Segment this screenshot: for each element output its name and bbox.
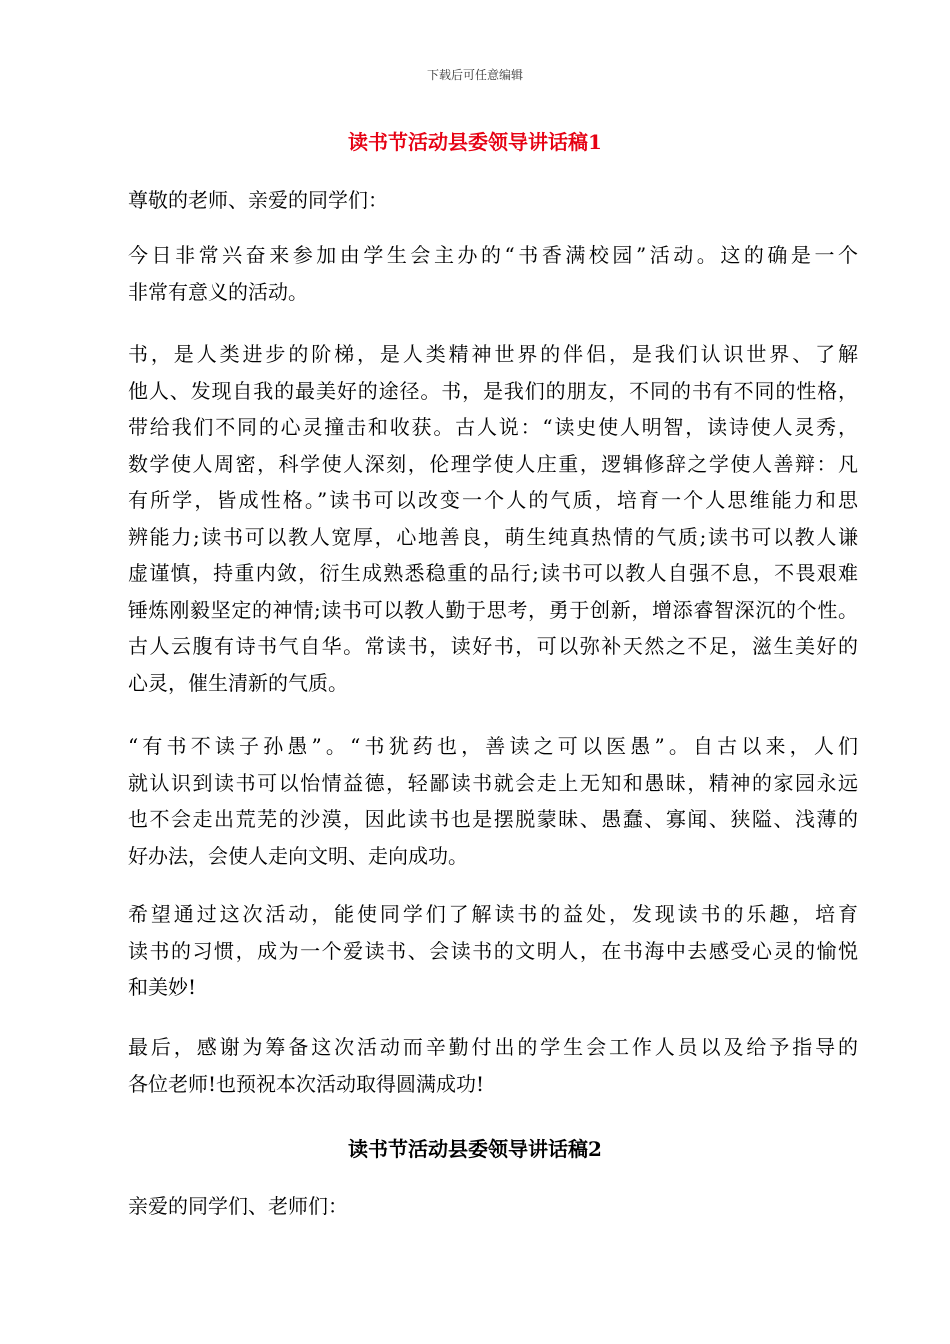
text-line: 他人、发现自我的最美好的途径。书，是我们的朋友，不同的书有不同的性格，	[128, 378, 858, 403]
speech-1-paragraph-4	[88, 896, 858, 1006]
text-line: 希望通过这次活动，能使同学们了解读书的益处，发现读书的乐趣，培育	[128, 902, 858, 926]
text-line: 和美妙!	[128, 975, 197, 999]
speech-1-greeting	[88, 182, 858, 219]
text-line: 读书的习惯，成为一个爱读书、会读书的文明人，在书海中去感受心灵的愉悦	[128, 938, 858, 963]
text-line: 今日非常兴奋来参加由学生会主办的“书香满校园”活动。这的确是一个	[128, 243, 858, 267]
speech-2-title: 读书节活动县委领导讲话稿2	[348, 1137, 602, 1161]
text-line: 非常有意义的活动。	[128, 279, 308, 304]
speech-1-paragraph-1	[88, 237, 858, 310]
text-line: 心灵，催生清新的气质。	[128, 670, 348, 695]
text-line: 辨能力;读书可以教人宽厚，心地善良，萌生纯真热情的气质;读书可以教人谦	[128, 524, 858, 549]
text-line: 就认识到读书可以怡情益德，轻鄙读书就会走上无知和愚昧，精神的家园永远	[128, 770, 858, 795]
text-line: 数学使人周密，科学使人深刻，伦理学使人庄重，逻辑修辞之学使人善辩：凡	[128, 451, 858, 476]
speech-2-greeting	[88, 1188, 858, 1225]
text-line: “有书不读子孙愚”。“书犹药也，善读之可以医愚”。自古以来，人们	[128, 734, 858, 758]
text-line: 书，是人类进步的阶梯，是人类精神世界的伴侣，是我们认识世界、了解	[128, 342, 858, 366]
text-line: 也不会走出荒芜的沙漠，因此读书也是摆脱蒙昧、愚蠢、寡闻、狭隘、浅薄的	[128, 807, 858, 831]
text-line: 各位老师!也预祝本次活动取得圆满成功!	[128, 1071, 485, 1096]
speech-1-paragraph-5	[88, 1029, 858, 1102]
text-line: 最后，感谢为筹备这次活动而辛勤付出的学生会工作人员以及给予指导的	[128, 1035, 858, 1059]
speech-1-title: 读书节活动县委领导讲话稿1	[348, 130, 602, 154]
text-line: 亲爱的同学们、老师们：	[128, 1194, 348, 1218]
text-line: 古人云腹有诗书气自华。常读书，读好书，可以弥补天然之不足，滋生美好的	[128, 634, 858, 658]
text-line: 锤炼刚毅坚定的神情;读书可以教人勤于思考，勇于创新，增添睿智深沉的个性。	[128, 597, 858, 622]
speech-1-paragraph-2	[88, 336, 858, 701]
text-line: 有所学，皆成性格。”读书可以改变一个人的气质，培育一个人思维能力和思	[128, 488, 858, 512]
text-line: 带给我们不同的心灵撞击和收获。古人说：“读史使人明智，读诗使人灵秀，	[128, 415, 858, 439]
speech-1-paragraph-3	[88, 728, 858, 874]
text-line: 虚谨慎，持重内敛，衍生成熟悉稳重的品行;读书可以教人自强不息，不畏艰难	[128, 561, 858, 585]
text-line: 尊敬的老师、亲爱的同学们：	[128, 188, 388, 212]
header-note: 下载后可任意编辑	[426, 68, 523, 82]
text-line: 好办法，会使人走向文明、走向成功。	[128, 843, 468, 868]
